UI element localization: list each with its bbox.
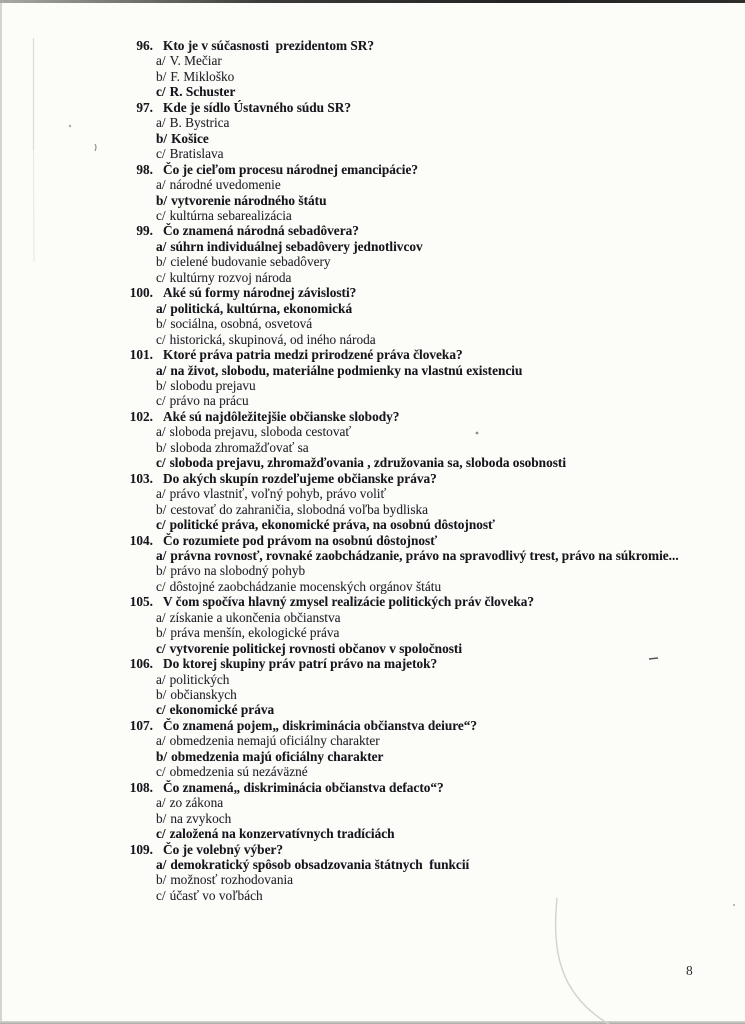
option-text: cestovať do zahraničia, slobodná voľba bydliska bbox=[170, 501, 429, 517]
question-number: 105. bbox=[129, 594, 153, 610]
question-text: Čo je volebný výber? bbox=[163, 841, 284, 857]
option-line bbox=[0, 208, 745, 223]
question-text: Do akých skupín rozdeľujeme občianske práva? bbox=[163, 470, 437, 486]
question-block bbox=[0, 409, 745, 471]
option-label: b/ bbox=[156, 68, 167, 84]
option-text: sloboda prejavu, zhromažďovania , združovania sa, sloboda osobnosti bbox=[169, 455, 567, 471]
option-text: slobodu prejavu bbox=[170, 377, 256, 393]
option-label: a/ bbox=[156, 53, 166, 69]
option-label: c/ bbox=[156, 393, 166, 409]
option-text: získanie a ukončenia občianstva bbox=[169, 609, 341, 625]
option-line bbox=[0, 702, 745, 717]
option-line bbox=[0, 378, 745, 393]
question-line bbox=[0, 656, 745, 671]
question-text: Čo je cieľom procesu národnej emancipácie? bbox=[163, 161, 419, 177]
option-text: Bratislava bbox=[169, 146, 224, 162]
option-line bbox=[0, 69, 745, 84]
option-line bbox=[0, 579, 745, 594]
question-list bbox=[0, 38, 745, 903]
option-line bbox=[0, 332, 745, 347]
question-number: 109. bbox=[129, 841, 153, 857]
question-number: 103. bbox=[129, 470, 153, 486]
question-text: Čo znamená„ diskriminácia občianstva defacto“? bbox=[163, 779, 444, 795]
option-line bbox=[0, 795, 745, 810]
question-number: 98. bbox=[136, 161, 153, 177]
option-line bbox=[0, 502, 745, 517]
option-label: b/ bbox=[156, 810, 167, 826]
option-text: kultúrny rozvoj národa bbox=[169, 269, 292, 285]
option-line bbox=[0, 826, 745, 841]
option-label: b/ bbox=[156, 254, 167, 270]
option-label: b/ bbox=[156, 625, 167, 641]
option-text: obmedzenia sú nezáväzné bbox=[169, 764, 308, 780]
option-label: c/ bbox=[156, 207, 166, 223]
option-label: b/ bbox=[156, 748, 168, 764]
option-label: a/ bbox=[156, 115, 166, 131]
option-label: a/ bbox=[156, 609, 166, 625]
option-line bbox=[0, 115, 745, 130]
question-number: 107. bbox=[129, 717, 153, 733]
option-text: vytvorenie politickej rovnosti občanov v spoločnosti bbox=[169, 640, 463, 656]
question-number: 106. bbox=[129, 656, 153, 672]
question-number: 104. bbox=[129, 532, 153, 548]
option-label: a/ bbox=[156, 547, 167, 563]
question-line bbox=[0, 347, 745, 362]
option-line bbox=[0, 131, 745, 146]
option-text: právo na slobodný pohyb bbox=[170, 563, 306, 579]
option-label: a/ bbox=[156, 795, 166, 811]
question-text: Aké sú formy národnej závislosti? bbox=[163, 285, 357, 301]
question-block bbox=[0, 842, 745, 904]
option-line bbox=[0, 239, 745, 254]
option-text: práva menšín, ekologické práva bbox=[170, 625, 340, 641]
option-text: zo zákona bbox=[169, 795, 224, 811]
page-number: 8 bbox=[686, 963, 693, 978]
option-text: občianskych bbox=[170, 687, 237, 703]
question-number: 97. bbox=[136, 99, 153, 115]
option-line bbox=[0, 440, 745, 455]
option-label: a/ bbox=[156, 238, 167, 254]
option-label: c/ bbox=[156, 887, 166, 903]
question-line bbox=[0, 533, 745, 548]
option-label: b/ bbox=[156, 192, 168, 208]
option-label: c/ bbox=[156, 764, 166, 780]
option-label: c/ bbox=[156, 826, 166, 842]
option-text: politické práva, ekonomické práva, na osobnú dôstojnosť bbox=[169, 517, 495, 533]
question-block bbox=[0, 38, 745, 100]
option-text: založená na konzervatívnych tradíciách bbox=[169, 826, 395, 842]
question-line bbox=[0, 162, 745, 177]
option-text: právo vlastniť, voľný pohyb, právo voliť bbox=[169, 486, 387, 502]
option-line bbox=[0, 254, 745, 269]
question-text: Čo rozumiete pod právom na osobnú dôstojnosť bbox=[163, 532, 438, 548]
question-block bbox=[0, 780, 745, 842]
option-line bbox=[0, 610, 745, 625]
option-line bbox=[0, 764, 745, 779]
question-number: 102. bbox=[129, 408, 153, 424]
question-block bbox=[0, 223, 745, 285]
option-line bbox=[0, 672, 745, 687]
option-text: kultúrna sebarealizácia bbox=[169, 207, 292, 223]
option-label: b/ bbox=[156, 377, 167, 393]
option-label: b/ bbox=[156, 130, 168, 146]
option-line bbox=[0, 316, 745, 331]
option-label: a/ bbox=[156, 671, 166, 687]
option-text: dôstojné zaobchádzanie mocenských orgánov štátu bbox=[169, 578, 442, 594]
option-text: možnosť rozhodovania bbox=[170, 872, 294, 888]
option-text: F. Mikloško bbox=[170, 68, 235, 84]
option-text: sloboda prejavu, sloboda cestovať bbox=[169, 424, 352, 440]
question-text: Kto je v súčasnosti prezidentom SR? bbox=[163, 38, 375, 53]
question-block bbox=[0, 533, 745, 595]
option-line bbox=[0, 270, 745, 285]
option-label: a/ bbox=[156, 486, 166, 502]
option-label: c/ bbox=[156, 578, 166, 594]
option-label: a/ bbox=[156, 177, 166, 193]
option-line bbox=[0, 563, 745, 578]
question-text: Ktoré práva patria medzi prirodzené práva človeka? bbox=[163, 347, 463, 363]
question-number: 108. bbox=[129, 779, 153, 795]
option-text: B. Bystrica bbox=[169, 115, 230, 131]
option-text: V. Mečiar bbox=[169, 53, 222, 69]
option-text: súhrn individuálnej sebadôvery jednotlivcov bbox=[170, 238, 423, 254]
option-line bbox=[0, 424, 745, 439]
option-label: b/ bbox=[156, 563, 167, 579]
question-block bbox=[0, 471, 745, 533]
question-text: Aké sú najdôležitejšie občianske slobody? bbox=[163, 408, 400, 424]
option-text: Košice bbox=[171, 130, 209, 146]
question-block bbox=[0, 718, 745, 780]
question-block bbox=[0, 285, 745, 347]
option-text: historická, skupinová, od iného národa bbox=[169, 331, 376, 347]
option-text: politická, kultúrna, ekonomická bbox=[170, 300, 353, 316]
question-block bbox=[0, 100, 745, 162]
option-text: na zvykoch bbox=[170, 810, 232, 826]
option-text: cielené budovanie sebadôvery bbox=[170, 254, 331, 270]
option-label: a/ bbox=[156, 424, 166, 440]
option-text: sociálna, osobná, osvetová bbox=[170, 316, 313, 332]
question-text: V čom spočíva hlavný zmysel realizácie politických práv človeka? bbox=[163, 594, 535, 610]
option-line bbox=[0, 517, 745, 532]
option-text: sloboda zhromažďovať sa bbox=[170, 439, 309, 455]
option-line bbox=[0, 177, 745, 192]
option-label: a/ bbox=[156, 362, 167, 378]
question-block bbox=[0, 162, 745, 224]
option-text: účasť vo voľbách bbox=[169, 887, 263, 903]
question-line bbox=[0, 285, 745, 300]
question-number: 96. bbox=[136, 38, 153, 53]
option-line bbox=[0, 146, 745, 161]
question-line bbox=[0, 223, 745, 238]
option-text: na život, slobodu, materiálne podmienky na vlastnú existenciu bbox=[170, 362, 523, 378]
option-line bbox=[0, 687, 745, 702]
option-label: c/ bbox=[156, 702, 166, 718]
option-label: c/ bbox=[156, 331, 166, 347]
option-line bbox=[0, 193, 745, 208]
option-line bbox=[0, 888, 745, 903]
question-line bbox=[0, 718, 745, 733]
option-text: demokratický spôsob obsadzovania štátnych funkcií bbox=[170, 857, 470, 873]
option-label: a/ bbox=[156, 300, 167, 316]
question-line bbox=[0, 100, 745, 115]
option-line bbox=[0, 84, 745, 99]
option-text: právo na prácu bbox=[169, 393, 249, 409]
question-line bbox=[0, 594, 745, 609]
option-label: a/ bbox=[156, 857, 167, 873]
option-line bbox=[0, 301, 745, 316]
option-label: b/ bbox=[156, 872, 167, 888]
option-label: c/ bbox=[156, 640, 166, 656]
option-label: c/ bbox=[156, 84, 166, 100]
option-text: politických bbox=[169, 671, 230, 687]
question-block bbox=[0, 656, 745, 718]
question-block bbox=[0, 594, 745, 656]
option-label: b/ bbox=[156, 316, 167, 332]
option-label: c/ bbox=[156, 146, 166, 162]
option-text: obmedzenia majú oficiálny charakter bbox=[171, 748, 384, 764]
question-text: Čo znamená národná sebadôvera? bbox=[163, 223, 359, 239]
option-line bbox=[0, 548, 745, 563]
question-line bbox=[0, 780, 745, 795]
option-text: národné uvedomenie bbox=[169, 177, 281, 193]
option-label: c/ bbox=[156, 517, 166, 533]
option-line bbox=[0, 363, 745, 378]
option-line bbox=[0, 455, 745, 470]
question-number: 100. bbox=[129, 285, 153, 301]
option-line bbox=[0, 625, 745, 640]
question-text: Čo znamená pojem„ diskriminácia občianstva deiure“? bbox=[163, 717, 478, 733]
option-label: b/ bbox=[156, 501, 167, 517]
option-label: b/ bbox=[156, 439, 167, 455]
option-label: b/ bbox=[156, 687, 167, 703]
option-line bbox=[0, 857, 745, 872]
option-text: právna rovnosť, rovnaké zaobchádzanie, právo na spravodlivý trest, právo na súkromie... bbox=[170, 547, 679, 563]
question-line bbox=[0, 842, 745, 857]
option-line bbox=[0, 53, 745, 68]
question-number: 101. bbox=[129, 347, 153, 363]
option-text: vytvorenie národného štátu bbox=[171, 192, 327, 208]
question-line bbox=[0, 38, 745, 53]
option-line bbox=[0, 641, 745, 656]
option-label: c/ bbox=[156, 455, 166, 471]
option-text: obmedzenia nemajú oficiálny charakter bbox=[169, 733, 380, 749]
option-line bbox=[0, 486, 745, 501]
question-text: Kde je sídlo Ústavného súdu SR? bbox=[163, 99, 352, 115]
question-line bbox=[0, 471, 745, 486]
option-text: ekonomické práva bbox=[169, 702, 275, 718]
question-text: Do ktorej skupiny práv patrí právo na majetok? bbox=[163, 656, 438, 672]
question-line bbox=[0, 409, 745, 424]
question-block bbox=[0, 347, 745, 409]
scan-edge-top bbox=[0, 0, 745, 3]
option-line bbox=[0, 733, 745, 748]
option-line bbox=[0, 872, 745, 887]
option-line bbox=[0, 811, 745, 826]
option-line bbox=[0, 393, 745, 408]
question-number: 99. bbox=[136, 223, 153, 239]
option-label: c/ bbox=[156, 269, 166, 285]
option-line bbox=[0, 749, 745, 764]
option-label: a/ bbox=[156, 733, 166, 749]
option-text: R. Schuster bbox=[169, 84, 236, 100]
